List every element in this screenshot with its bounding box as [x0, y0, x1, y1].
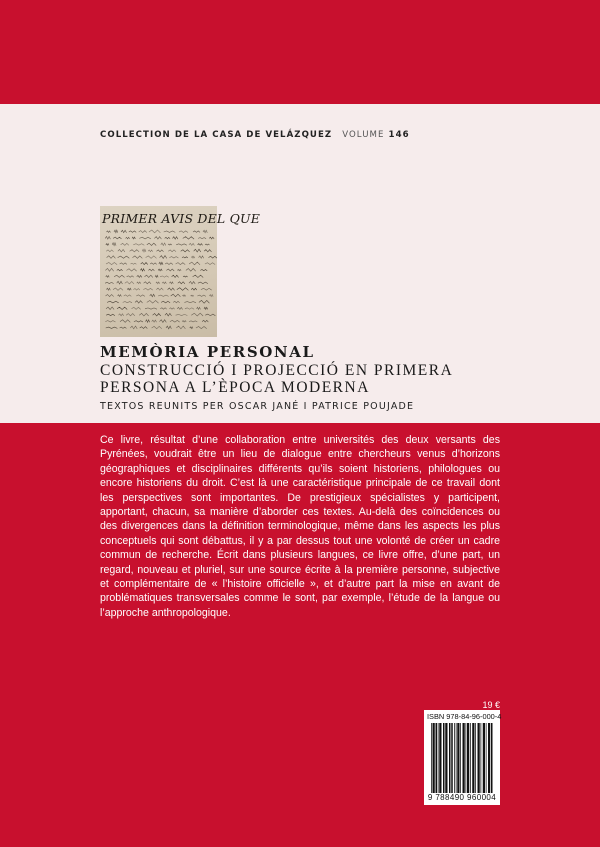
handwriting-stroke [106, 327, 118, 328]
handwriting-stroke [141, 263, 148, 265]
handwriting-stroke [106, 314, 115, 315]
handwriting-stroke [198, 244, 203, 246]
handwriting-stroke [204, 307, 208, 309]
barcode-bar [439, 723, 441, 793]
handwriting-stroke [136, 295, 145, 297]
handwriting-stroke [191, 256, 194, 258]
handwriting-stroke [159, 262, 163, 264]
handwriting-stroke [166, 326, 171, 329]
handwriting-stroke [191, 288, 197, 290]
handwriting-stroke [121, 243, 129, 245]
handwriting-stroke [193, 275, 204, 277]
handwriting-stroke [152, 320, 157, 322]
handwriting-stroke [189, 243, 195, 245]
handwriting-stroke [193, 231, 200, 233]
barcode-bar [486, 723, 487, 793]
handwriting-stroke [113, 237, 121, 239]
volume-label: VOLUME [342, 130, 385, 140]
handwriting-stroke [153, 314, 161, 316]
handwriting-stroke [130, 326, 137, 329]
handwriting-stroke [189, 262, 200, 265]
handwriting-stroke [105, 321, 115, 322]
handwriting-stroke [170, 320, 180, 322]
barcode-bar [478, 723, 480, 793]
handwriting-stroke [105, 268, 113, 271]
handwriting-stroke [134, 321, 143, 322]
handwriting-stroke [140, 269, 144, 271]
handwriting-stroke [191, 295, 194, 296]
handwriting-stroke [183, 276, 188, 277]
back-cover-description: Ce livre, résultat d’une collaboration entre universités des deux versants des Pyrénées, voudrait être un lieu de dialogue entre chercheurs venus d’horizons géographiques et disciplinaires différents qu’ils soient historiens, philologues ou encore historiens du droit. C’est là une caractéristique principale de ce travail dont les perspectives sont importantes. De prestigieux spécialistes y participent, apportant, chacun, sa manière d’aborder ces textes. Au-delà des coïncidences ou des divergences dans la définition terminologique, même dans les aspects les plus conceptuels qui sont débattus, il y a par dessus tout une volonté de créer un cadre commun de recherche. Écrit dans plusieurs langues, ce livre offre, d’une part, un regard, nouveau et pluriel, sur une source écrite à la première personne, subjective et complémentaire de « l’histoire officielle », et d’autre part la mise en avant de problématiques transversales comme le sont, par exemple, l’étude de la langue ou l’approche anthropologique. [100, 434, 500, 619]
handwriting-stroke [118, 295, 122, 297]
handwriting-stroke [139, 313, 148, 316]
handwriting-stroke [131, 263, 137, 264]
handwriting-stroke [176, 314, 188, 315]
handwriting-stroke [172, 275, 179, 277]
handwriting-stroke [139, 231, 147, 233]
handwriting-stroke [165, 313, 172, 316]
book-title: MEMÒRIA PERSONAL [100, 343, 315, 361]
handwriting-stroke [166, 269, 174, 271]
barcode-bar [491, 723, 493, 793]
handwriting-stroke [146, 320, 150, 323]
handwriting-stroke [105, 237, 110, 240]
handwriting-stroke [160, 276, 169, 277]
handwriting-stroke [148, 269, 154, 271]
handwriting-stroke [168, 244, 172, 245]
handwriting-stroke [147, 301, 159, 304]
handwriting-stroke [117, 269, 123, 270]
handwriting-stroke [199, 256, 204, 258]
handwriting-stroke [118, 256, 130, 258]
handwriting-stroke [106, 295, 114, 297]
barcode-bar [438, 723, 439, 793]
handwriting-stroke [106, 244, 109, 246]
handwriting-stroke [117, 307, 127, 309]
handwriting-stroke [133, 289, 140, 291]
handwriting-stroke [106, 307, 114, 310]
handwriting-stroke [113, 288, 123, 290]
handwriting-stroke [190, 327, 193, 329]
handwriting-stroke [198, 238, 206, 239]
handwriting-stroke [177, 269, 181, 270]
barcode-bar [451, 723, 453, 793]
handwriting-stroke [105, 282, 114, 283]
barcode-bar [472, 723, 474, 793]
editors-line: TEXTOS REUNITS PER OSCAR JANÉ I PATRICE POUJADE [100, 401, 415, 412]
handwriting-stroke [204, 250, 212, 252]
handwriting-stroke [205, 314, 215, 316]
handwriting-stroke [179, 231, 188, 233]
handwriting-stroke [106, 288, 110, 290]
barcode-digits: 9 788490 960004 [427, 793, 497, 802]
handwriting-stroke [120, 320, 130, 323]
handwriting-stroke [147, 243, 156, 245]
handwriting-stroke [121, 230, 127, 232]
handwriting-stroke [168, 288, 175, 290]
handwriting-stroke [145, 275, 153, 277]
handwriting-stroke [162, 282, 166, 284]
price-label: 19 € [482, 700, 500, 710]
handwriting-stroke [191, 313, 203, 316]
barcode-bar [463, 723, 465, 793]
barcode-bar [431, 723, 432, 793]
handwriting-stroke [202, 320, 208, 322]
handwriting-stroke [152, 326, 162, 328]
handwriting-stroke [123, 302, 132, 303]
handwriting-stroke [198, 282, 208, 284]
manuscript-image [100, 206, 261, 337]
handwriting-stroke [106, 263, 117, 265]
handwriting-stroke [139, 237, 151, 239]
handwriting-stroke [173, 237, 178, 239]
barcode-bar [467, 723, 469, 793]
handwriting-stroke [205, 263, 215, 265]
barcode-bar [488, 723, 490, 793]
handwriting-stroke [181, 250, 190, 252]
handwriting-stroke [171, 294, 181, 297]
barcode-bar [449, 723, 451, 793]
handwriting-stroke [189, 321, 197, 322]
handwriting-stroke [177, 288, 189, 291]
barcode-bar [483, 723, 485, 793]
handwriting-stroke [137, 282, 141, 284]
handwriting-stroke [161, 243, 166, 246]
handwriting-stroke [164, 231, 176, 232]
barcode-bar [445, 723, 447, 793]
handwriting-stroke [184, 302, 196, 303]
handwriting-stroke [199, 300, 210, 303]
handwriting-stroke [197, 295, 206, 296]
subtitle-line-2: PERSONA A L’ÈPOCA MODERNA [100, 379, 370, 396]
manuscript-caption: PRIMER AVIS DEL QUE [102, 211, 261, 226]
book-subtitle [100, 362, 453, 396]
handwriting-stroke [209, 295, 213, 297]
handwriting-stroke [107, 256, 116, 258]
handwriting-stroke [194, 249, 201, 252]
handwriting-stroke [107, 231, 111, 233]
handwriting-stroke [158, 295, 169, 296]
handwriting-stroke [160, 320, 167, 323]
handwriting-stroke [178, 282, 185, 284]
handwriting-stroke [173, 301, 180, 303]
handwriting-stroke [148, 250, 153, 252]
handwriting-stroke [114, 275, 124, 277]
handwriting-stroke [142, 249, 146, 252]
handwriting-stroke [114, 230, 118, 233]
handwriting-stroke [117, 281, 123, 284]
barcode-bar [456, 723, 457, 793]
handwriting-stroke [189, 282, 195, 284]
handwriting-stroke [133, 256, 143, 258]
handwriting-stroke [168, 250, 176, 252]
handwriting-stroke [183, 237, 194, 240]
handwriting-stroke [161, 301, 170, 303]
handwriting-stroke [107, 301, 119, 303]
barcode-bar [460, 723, 461, 793]
collection-line [100, 130, 410, 140]
handwriting-stroke [182, 295, 185, 296]
handwriting-stroke [201, 288, 212, 290]
handwriting-stroke [126, 237, 130, 239]
handwriting-stroke [155, 275, 158, 277]
handwriting-stroke [160, 308, 166, 309]
handwriting-stroke [125, 282, 134, 284]
handwriting-stroke [209, 237, 214, 239]
handwriting-stroke [127, 276, 134, 277]
handwriting-stroke [169, 257, 178, 258]
barcode-bar [475, 723, 476, 793]
handwriting-stroke [185, 308, 194, 309]
handwriting-stroke [182, 257, 188, 258]
handwriting-stroke [176, 263, 186, 265]
handwriting-stroke [177, 307, 183, 309]
handwriting-stroke [127, 288, 131, 290]
handwriting-stroke [150, 263, 157, 265]
handwriting-stroke [145, 308, 157, 309]
handwriting-stroke [106, 276, 110, 278]
barcode-bar [443, 723, 445, 793]
handwriting-stroke [120, 263, 127, 265]
handwriting-stroke [154, 237, 161, 240]
handwriting-stroke [149, 230, 161, 233]
handwriting-stroke [137, 275, 142, 277]
barcode-bars [430, 723, 494, 793]
manuscript-handwriting [104, 228, 214, 334]
handwriting-stroke [124, 295, 132, 297]
handwriting-stroke [132, 237, 135, 239]
handwriting-stroke [176, 326, 185, 329]
barcode-bar [466, 723, 467, 793]
series-label: COLLECTION DE LA CASA DE VELÁZQUEZ [100, 130, 333, 140]
barcode-bar [454, 723, 455, 793]
handwriting-stroke [146, 256, 157, 258]
handwriting-stroke [129, 231, 136, 233]
isbn-text: ISBN 978-84-96-000-4 [427, 712, 502, 721]
handwriting-stroke [165, 263, 173, 265]
handwriting-stroke [120, 327, 127, 328]
handwriting-stroke [209, 256, 217, 258]
barcode-bar [436, 723, 438, 793]
handwriting-stroke [205, 244, 210, 245]
handwriting-stroke [156, 288, 163, 290]
barcode-bar [470, 723, 471, 793]
handwriting-stroke [165, 237, 170, 239]
subtitle-line-1: CONSTRUCCIÓ I PROJECCIÓ EN PRIMERA [100, 362, 454, 379]
barcode-bar [457, 723, 459, 793]
handwriting-stroke [140, 327, 148, 329]
handwriting-stroke [119, 314, 124, 316]
handwriting-stroke [135, 301, 143, 303]
handwriting-stroke [127, 269, 137, 271]
handwriting-stroke [197, 307, 201, 309]
handwriting-stroke [150, 294, 155, 296]
handwriting-stroke [186, 269, 196, 272]
handwriting-stroke [132, 307, 141, 309]
handwriting-stroke [169, 282, 173, 284]
handwriting-stroke [200, 270, 207, 271]
handwriting-stroke [144, 282, 151, 284]
handwriting-stroke [160, 256, 167, 259]
handwriting-stroke [157, 250, 164, 252]
handwriting-stroke [130, 250, 140, 252]
handwriting-stroke [112, 243, 116, 246]
handwriting-stroke [182, 321, 186, 322]
barcode-bar [433, 723, 435, 793]
handwriting-stroke [203, 230, 207, 232]
handwriting-stroke [158, 269, 162, 271]
handwriting-stroke [143, 288, 153, 290]
handwriting-stroke [118, 250, 125, 252]
handwriting-stroke [133, 244, 144, 246]
handwriting-stroke [106, 250, 113, 252]
handwriting-stroke [196, 327, 207, 329]
volume-number: 146 [388, 130, 410, 140]
handwriting-stroke [169, 308, 174, 309]
barcode-bar [481, 723, 482, 793]
handwriting-stroke [156, 282, 160, 284]
handwriting-stroke [176, 244, 187, 245]
handwriting-stroke [126, 314, 135, 316]
isbn-barcode [424, 710, 500, 805]
